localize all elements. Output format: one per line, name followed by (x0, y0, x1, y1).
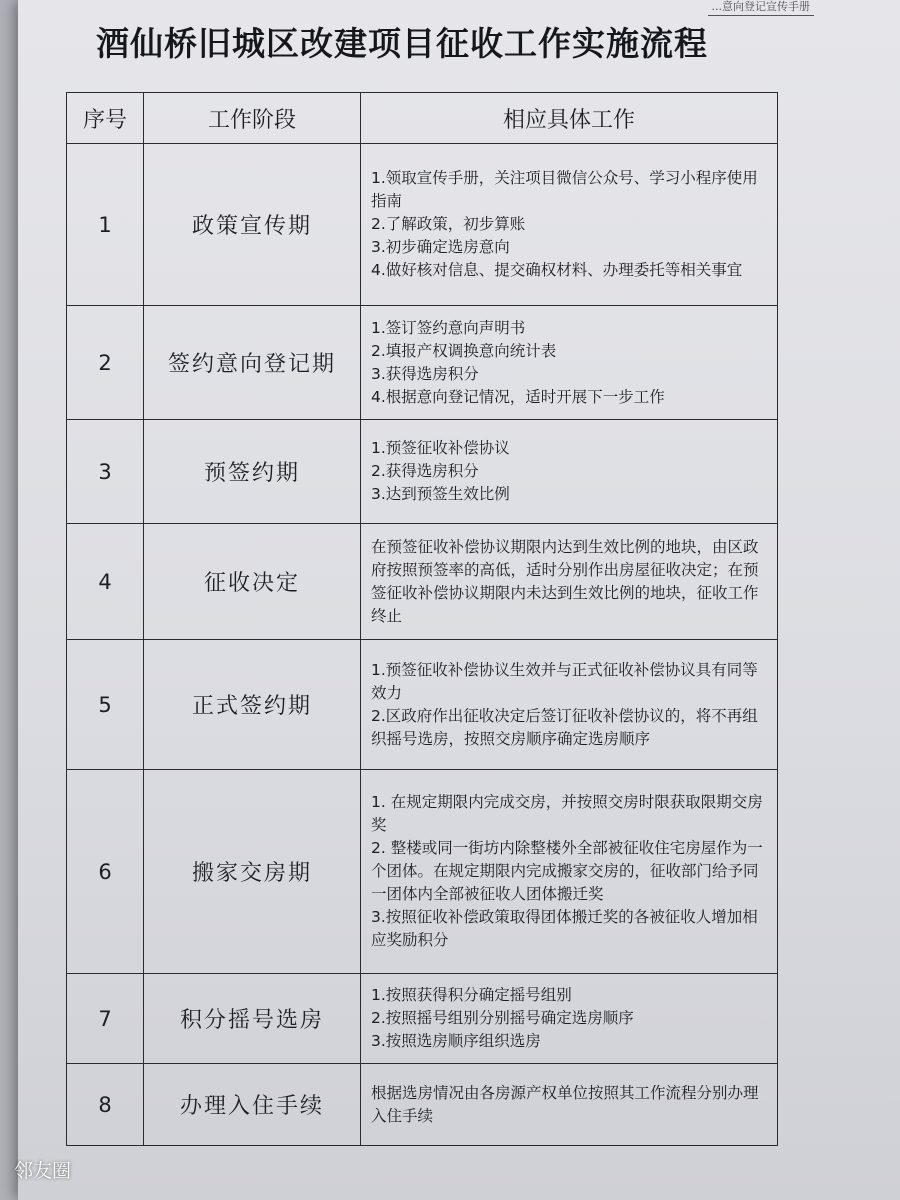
row-stage: 政策宣传期 (144, 144, 361, 306)
row-details (361, 144, 778, 306)
detail-item: 2.填报产权调换意向统计表 (371, 341, 557, 360)
row-index: 5 (67, 640, 144, 770)
row-details (361, 524, 778, 640)
table-row (67, 770, 778, 974)
table-header-row (67, 93, 778, 144)
table-row (67, 640, 778, 770)
row-stage: 签约意向登记期 (144, 306, 361, 420)
table-row (67, 1064, 778, 1146)
detail-item: 2.区政府作出征收决定后签订征收补偿协议的，将不再组织摇号选房，按照交房顺序确定选房顺序 (371, 706, 758, 748)
row-stage: 正式签约期 (144, 640, 361, 770)
detail-item: 2.了解政策，初步算账 (371, 215, 526, 233)
detail-item: 1.签订签约意向声明书 (371, 318, 526, 337)
row-details (361, 306, 778, 420)
table-row (67, 524, 778, 640)
detail-item: 根据选房情况由各房源产权单位按照其工作流程分别办理入住手续 (371, 1083, 759, 1125)
page-title: 酒仙桥旧城区改建项目征收工作实施流程 (96, 24, 708, 63)
header-note: ...意向登记宣传手册 (708, 0, 815, 16)
header-stage: 工作阶段 (144, 93, 361, 144)
table-row (67, 974, 778, 1064)
row-stage: 预签约期 (144, 420, 361, 524)
header-index: 序号 (67, 93, 144, 144)
detail-item: 3.初步确定选房意向 (371, 238, 510, 256)
row-index: 1 (67, 144, 144, 306)
process-table (66, 92, 778, 1146)
detail-item: 在预签征收补偿协议期限内达到生效比例的地块，由区政府按照预签率的高低，适时分别作出房屋征收决定；在预签征收补偿协议期限内未达到生效比例的地块，征收工作终止 (371, 537, 759, 625)
row-details (361, 420, 778, 524)
detail-item: 1. 在规定期限内完成交房，并按照交房时限获取限期交房奖 (371, 793, 763, 834)
row-stage: 搬家交房期 (144, 770, 361, 974)
table-body (67, 144, 778, 1146)
detail-item: 3.获得选房积分 (371, 364, 479, 383)
detail-item: 3.按照选房顺序组织选房 (371, 1032, 541, 1050)
row-index: 8 (67, 1064, 144, 1146)
detail-item: 1.领取宣传手册，关注项目微信公众号、学习小程序使用指南 (371, 169, 758, 210)
table-row (67, 420, 778, 524)
row-details (361, 640, 778, 770)
detail-item: 2. 整楼或同一街坊内除整楼外全部被征收住宅房屋作为一个团体。在规定期限内完成搬家交房的，征收部门给予同一团体内全部被征收人团体搬迁奖 (371, 839, 763, 903)
detail-item: 3.达到预签生效比例 (371, 485, 510, 503)
row-stage: 积分摇号选房 (144, 974, 361, 1064)
row-details (361, 974, 778, 1064)
row-index: 3 (67, 420, 144, 524)
detail-item: 1.预签征收补偿协议生效并与正式征收补偿协议具有同等效力 (371, 660, 758, 702)
row-index: 6 (67, 770, 144, 974)
detail-item: 3.按照征收补偿政策取得团体搬迁奖的各被征收人增加相应奖励积分 (371, 908, 758, 949)
row-index: 7 (67, 974, 144, 1064)
row-details (361, 1064, 778, 1146)
row-stage: 办理入住手续 (144, 1064, 361, 1146)
row-details (361, 770, 778, 974)
detail-item: 1.预签征收补偿协议 (371, 439, 510, 457)
table-row (67, 144, 778, 306)
watermark: 邻友圈 (14, 1160, 72, 1182)
row-index: 2 (67, 306, 144, 420)
document-page (18, 0, 900, 1200)
table-row (67, 306, 778, 420)
header-details: 相应具体工作 (361, 93, 778, 144)
row-index: 4 (67, 524, 144, 640)
detail-item: 2.获得选房积分 (371, 462, 479, 480)
detail-item: 4.做好核对信息、提交确权材料、办理委托等相关事宜 (371, 261, 743, 279)
detail-item: 2.按照摇号组别分别摇号确定选房顺序 (371, 1009, 634, 1027)
detail-item: 1.按照获得积分确定摇号组别 (371, 986, 572, 1004)
detail-item: 4.根据意向登记情况，适时开展下一步工作 (371, 387, 665, 406)
row-stage: 征收决定 (144, 524, 361, 640)
